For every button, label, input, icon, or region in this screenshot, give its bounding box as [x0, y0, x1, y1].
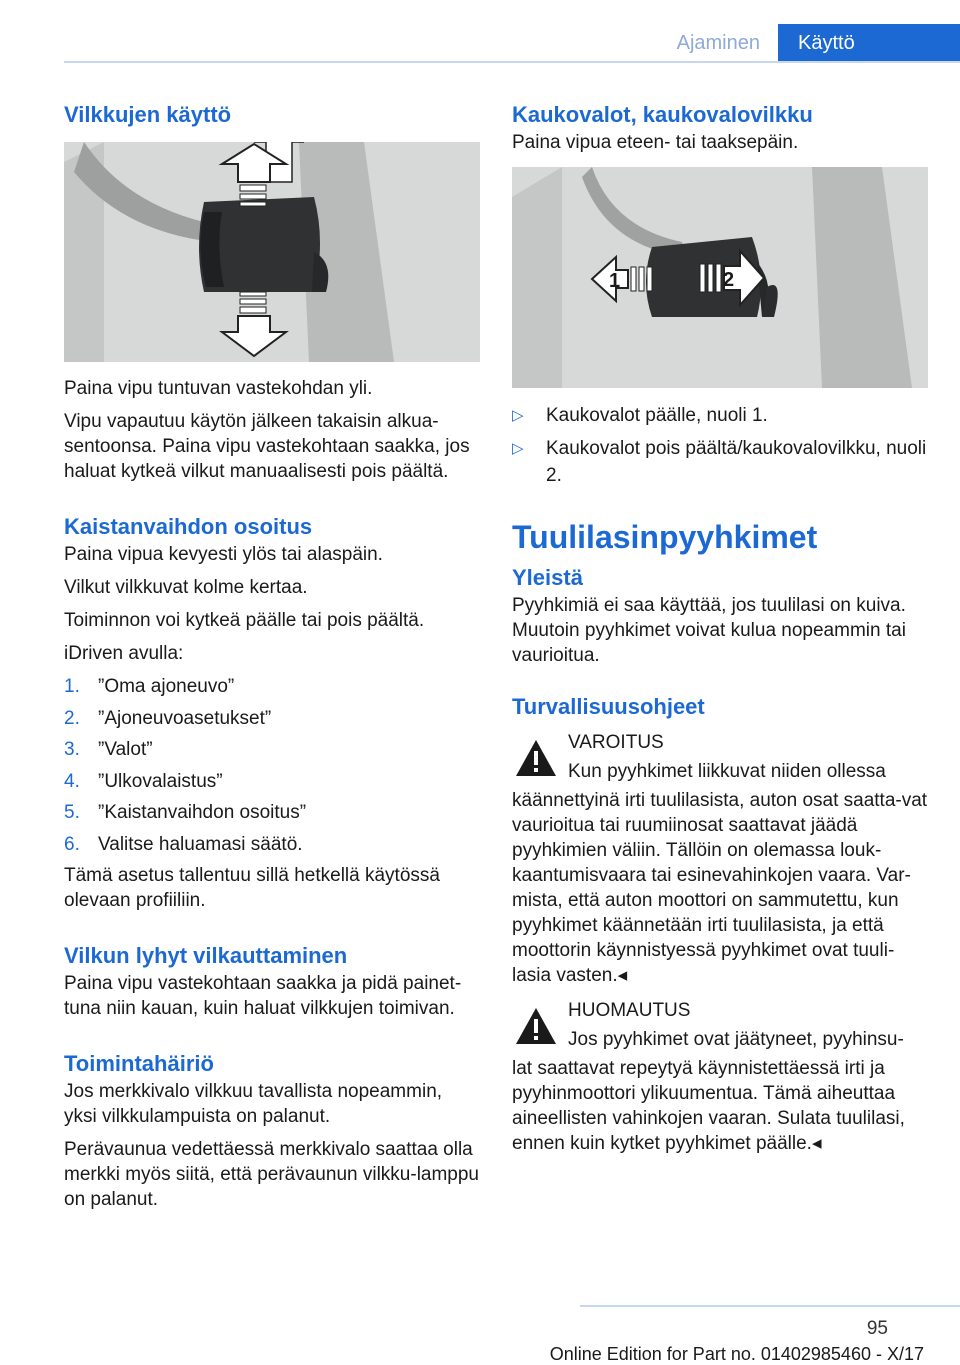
warning-first-line: Kun pyyhkimet liikkuvat niiden ollessa — [568, 761, 886, 782]
heading-blink: Vilkkujen käyttö — [64, 102, 232, 127]
list-item — [64, 706, 480, 731]
notice-body: lat saattavat repeytyä käynnistettäessä irti ja pyyhinmoottori ylikuumentua. Tämä aiheuttaa aineellisten vahinkojen vaaran. Sulata tuulilasi, ennen kuin kytket pyyhkimet päälle.◂ — [512, 1058, 905, 1154]
bullet-triangle-icon: ▷ — [512, 407, 524, 424]
high-beam-text: Paina vipua eteen- tai taaksepäin. — [512, 132, 799, 153]
heading-wipers: Tuulilasinpyyhkimet — [512, 519, 818, 555]
step-number: 2. — [64, 707, 80, 729]
lane-text-5: Tämä asetus tallentuu sillä hetkellä käytössä olevaan profiiliin. — [64, 865, 440, 911]
bullet-text: Kaukovalot päälle, nuoli 1. — [546, 405, 768, 426]
notice-block — [512, 998, 928, 1156]
turn-signal-lever-illustration — [64, 142, 480, 362]
step-text: ”Valot” — [98, 739, 153, 760]
tab-kaytto[interactable]: Käyttö — [778, 24, 960, 62]
blink-text-2: Vipu vapautuu käytön jälkeen takaisin alkua-sentoonsa. Paina vipu vastekohtaan saakka, jos haluat kytkeä vilkut manuaalisesti pois päältä. — [64, 411, 470, 482]
heading-short-blink: Vilkun lyhyt vilkauttaminen — [64, 943, 348, 968]
step-number: 6. — [64, 833, 80, 855]
page-number: 95 — [866, 1318, 888, 1339]
warning-body: käännettyinä irti tuulilasista, auton osat saatta-vat vaurioitua tai ruumiinosat saattavat jäädä pyyhkimien väliin. Tällöin on olemassa louk-kaantumisvaara tai esinevahinkojen vaara. Var-mista, että auton moottori on sammutettu, kun pyyhkimet käännetään irti tuulilasista, ja että moottorin käynnistyessä pyyhkimet ovat tuuli-lasia vasten.◂ — [512, 790, 928, 986]
step-number: 1. — [64, 676, 80, 697]
notice-head-text — [560, 998, 904, 1056]
step-text: ”Oma ajoneuvo” — [98, 676, 235, 697]
right-column — [512, 100, 928, 1166]
notice-first-line: Jos pyyhkimet ovat jäätyneet, pyyhinsu- — [568, 1029, 904, 1050]
list-item — [64, 800, 480, 825]
lane-text-2: Vilkut vilkkuvat kolme kertaa. — [64, 577, 308, 598]
lever-forward-back-drawing — [512, 167, 928, 388]
idrive-steps — [64, 674, 480, 857]
heading-malfunction: Toimintahäiriö — [64, 1051, 214, 1076]
warning-triangle-icon — [512, 1006, 560, 1046]
chapter-tabs — [659, 24, 960, 62]
bullet-triangle-icon: ▷ — [512, 440, 524, 457]
warning-header-row — [512, 730, 928, 788]
warning-head-text — [560, 730, 886, 788]
step-number: 4. — [64, 770, 80, 792]
general-text: Pyyhkimiä ei saa käyttää, jos tuulilasi on kuiva. Muutoin pyyhkimet voivat kulua nopeammin tai vaurioitua. — [512, 595, 906, 666]
lever-up-down-drawing — [64, 142, 480, 362]
footer-rule — [580, 1305, 960, 1307]
list-item — [512, 402, 928, 429]
heading-safety: Turvallisuusohjeet — [512, 694, 705, 719]
list-item — [64, 737, 480, 762]
edition-footer: Online Edition for Part no. 01402985460 - X/17 — [549, 1344, 924, 1364]
heading-general: Yleistä — [512, 565, 583, 590]
fault-text-1: Jos merkkivalo vilkkuu tavallista nopeammin, yksi vilkkulampuista on palanut. — [64, 1081, 443, 1127]
arrow-label-2: 2 — [723, 269, 735, 291]
tab-ajaminen[interactable]: Ajaminen — [659, 24, 778, 62]
list-item — [512, 435, 928, 489]
heading-lane-change: Kaistanvaihdon osoitus — [64, 514, 313, 539]
list-item — [64, 832, 480, 857]
high-beam-list — [512, 402, 928, 489]
high-beam-lever-illustration — [512, 167, 928, 388]
lane-text-1: Paina vipua kevyesti ylös tai alaspäin. — [64, 544, 383, 565]
step-text: ”Kaistanvaihdon osoitus” — [98, 802, 307, 823]
bullet-text: Kaukovalot pois päältä/kaukovalovilkku, nuoli 2. — [546, 438, 927, 486]
heading-high-beam: Kaukovalot, kaukovalovilkku — [512, 102, 813, 127]
step-number: 5. — [64, 802, 80, 823]
list-item — [64, 769, 480, 794]
lane-text-3: Toiminnon voi kytkeä päälle tai pois päältä. — [64, 610, 425, 631]
header-rule — [64, 61, 960, 63]
arrow-label-1: 1 — [609, 270, 621, 292]
step-text: ”Ajoneuvoasetukset” — [98, 707, 272, 729]
warning-title: VAROITUS — [568, 732, 664, 753]
notice-header-row — [512, 998, 928, 1056]
warning-triangle-icon — [512, 738, 560, 778]
lane-text-4: iDriven avulla: — [64, 643, 184, 664]
blink-text-1: Paina vipu tuntuvan vastekohdan yli. — [64, 378, 373, 399]
step-text: Valitse haluamasi säätö. — [98, 833, 303, 855]
fault-text-2: Perävaunua vedettäessä merkkivalo saattaa olla merkki myös siitä, että perävaunun vilkku-lamppu on palanut. — [64, 1139, 480, 1210]
notice-title: HUOMAUTUS — [568, 1000, 691, 1021]
step-number: 3. — [64, 739, 80, 760]
list-item — [64, 674, 480, 699]
short-blink-text: Paina vipu vastekohtaan saakka ja pidä painet-tuna niin kauan, kuin haluat vilkkujen toimivan. — [64, 973, 462, 1019]
warning-block — [512, 730, 928, 988]
step-text: ”Ulkovalaistus” — [98, 770, 223, 792]
left-column — [64, 100, 480, 1220]
